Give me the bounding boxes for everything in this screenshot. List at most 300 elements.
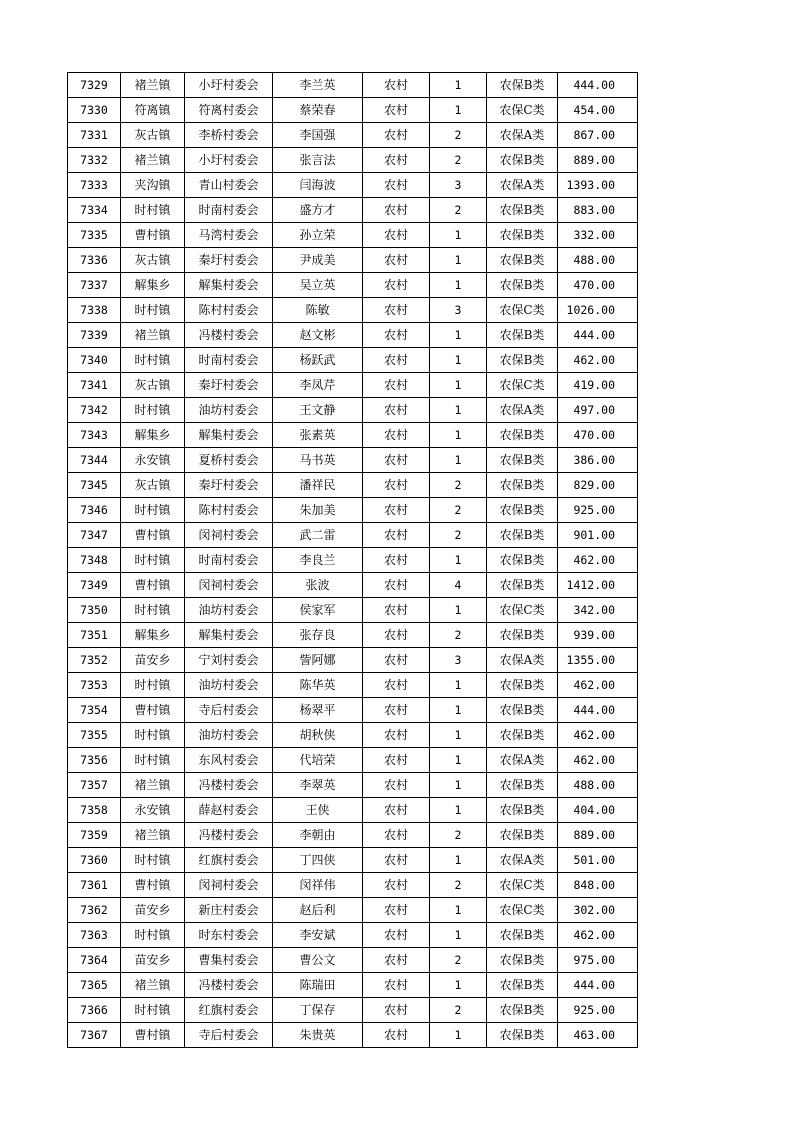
amount-cell: 462.00 <box>558 748 638 773</box>
village-committee-cell: 油坊村委会 <box>185 723 273 748</box>
amount-cell: 332.00 <box>558 223 638 248</box>
amount-cell: 925.00 <box>558 998 638 1023</box>
village-committee-cell: 时南村委会 <box>185 198 273 223</box>
member-count-cell: 2 <box>430 198 487 223</box>
village-committee-cell: 马湾村委会 <box>185 223 273 248</box>
member-count-cell: 1 <box>430 273 487 298</box>
name-cell: 李翠英 <box>273 773 363 798</box>
amount-cell: 462.00 <box>558 673 638 698</box>
table-row <box>68 673 638 698</box>
benefit-class-cell: 农保B类 <box>487 923 558 948</box>
table-row <box>68 1023 638 1048</box>
name-cell: 侯家军 <box>273 598 363 623</box>
table-row <box>68 823 638 848</box>
table-row <box>68 298 638 323</box>
serial-number-cell: 7361 <box>68 873 121 898</box>
amount-cell: 939.00 <box>558 623 638 648</box>
serial-number-cell: 7363 <box>68 923 121 948</box>
benefit-class-cell: 农保A类 <box>487 848 558 873</box>
name-cell: 李兰英 <box>273 73 363 98</box>
village-committee-cell: 时东村委会 <box>185 923 273 948</box>
benefit-class-cell: 农保A类 <box>487 648 558 673</box>
township-cell: 时村镇 <box>121 498 185 523</box>
member-count-cell: 2 <box>430 473 487 498</box>
township-cell: 曹村镇 <box>121 698 185 723</box>
table-row <box>68 973 638 998</box>
amount-cell: 488.00 <box>558 248 638 273</box>
name-cell: 张言法 <box>273 148 363 173</box>
table-row <box>68 473 638 498</box>
benefit-class-cell: 农保A类 <box>487 173 558 198</box>
benefit-class-cell: 农保B类 <box>487 223 558 248</box>
serial-number-cell: 7365 <box>68 973 121 998</box>
household-type-cell: 农村 <box>363 998 430 1023</box>
amount-cell: 454.00 <box>558 98 638 123</box>
serial-number-cell: 7329 <box>68 73 121 98</box>
member-count-cell: 1 <box>430 73 487 98</box>
benefit-class-cell: 农保B类 <box>487 773 558 798</box>
benefit-class-cell: 农保B类 <box>487 798 558 823</box>
table-row <box>68 423 638 448</box>
township-cell: 褚兰镇 <box>121 773 185 798</box>
township-cell: 时村镇 <box>121 198 185 223</box>
household-type-cell: 农村 <box>363 698 430 723</box>
table-row <box>68 198 638 223</box>
name-cell: 张素英 <box>273 423 363 448</box>
table-row <box>68 523 638 548</box>
amount-cell: 1355.00 <box>558 648 638 673</box>
benefit-class-cell: 农保B类 <box>487 523 558 548</box>
amount-cell: 462.00 <box>558 923 638 948</box>
name-cell: 王文静 <box>273 398 363 423</box>
table-row <box>68 923 638 948</box>
amount-cell: 1026.00 <box>558 298 638 323</box>
household-type-cell: 农村 <box>363 973 430 998</box>
name-cell: 李凤芹 <box>273 373 363 398</box>
township-cell: 灰古镇 <box>121 373 185 398</box>
serial-number-cell: 7337 <box>68 273 121 298</box>
household-type-cell: 农村 <box>363 248 430 273</box>
benefit-class-cell: 农保B类 <box>487 573 558 598</box>
member-count-cell: 1 <box>430 423 487 448</box>
township-cell: 褚兰镇 <box>121 973 185 998</box>
member-count-cell: 1 <box>430 348 487 373</box>
household-type-cell: 农村 <box>363 98 430 123</box>
table-row <box>68 123 638 148</box>
serial-number-cell: 7350 <box>68 598 121 623</box>
serial-number-cell: 7360 <box>68 848 121 873</box>
table-row <box>68 173 638 198</box>
village-committee-cell: 秦圩村委会 <box>185 248 273 273</box>
township-cell: 褚兰镇 <box>121 148 185 173</box>
township-cell: 褚兰镇 <box>121 323 185 348</box>
household-type-cell: 农村 <box>363 623 430 648</box>
benefit-class-cell: 农保A类 <box>487 398 558 423</box>
member-count-cell: 4 <box>430 573 487 598</box>
member-count-cell: 3 <box>430 648 487 673</box>
serial-number-cell: 7355 <box>68 723 121 748</box>
member-count-cell: 1 <box>430 373 487 398</box>
amount-cell: 444.00 <box>558 73 638 98</box>
benefit-class-cell: 农保C类 <box>487 873 558 898</box>
name-cell: 杨跃武 <box>273 348 363 373</box>
name-cell: 孙立荣 <box>273 223 363 248</box>
village-committee-cell: 陈村村委会 <box>185 498 273 523</box>
member-count-cell: 1 <box>430 598 487 623</box>
amount-cell: 444.00 <box>558 973 638 998</box>
village-committee-cell: 新庄村委会 <box>185 898 273 923</box>
serial-number-cell: 7354 <box>68 698 121 723</box>
household-type-cell: 农村 <box>363 398 430 423</box>
amount-cell: 470.00 <box>558 273 638 298</box>
amount-cell: 901.00 <box>558 523 638 548</box>
name-cell: 张波 <box>273 573 363 598</box>
serial-number-cell: 7353 <box>68 673 121 698</box>
member-count-cell: 1 <box>430 848 487 873</box>
amount-cell: 444.00 <box>558 323 638 348</box>
serial-number-cell: 7331 <box>68 123 121 148</box>
township-cell: 永安镇 <box>121 448 185 473</box>
member-count-cell: 1 <box>430 398 487 423</box>
household-type-cell: 农村 <box>363 273 430 298</box>
amount-cell: 883.00 <box>558 198 638 223</box>
amount-cell: 342.00 <box>558 598 638 623</box>
household-type-cell: 农村 <box>363 798 430 823</box>
township-cell: 灰古镇 <box>121 248 185 273</box>
amount-cell: 463.00 <box>558 1023 638 1048</box>
household-type-cell: 农村 <box>363 723 430 748</box>
benefit-class-cell: 农保B类 <box>487 198 558 223</box>
benefit-class-cell: 农保B类 <box>487 148 558 173</box>
member-count-cell: 3 <box>430 298 487 323</box>
table-row <box>68 348 638 373</box>
table-row <box>68 998 638 1023</box>
table-row <box>68 448 638 473</box>
village-committee-cell: 秦圩村委会 <box>185 473 273 498</box>
name-cell: 盛方才 <box>273 198 363 223</box>
village-committee-cell: 曹集村委会 <box>185 948 273 973</box>
table-row <box>68 698 638 723</box>
table-row <box>68 848 638 873</box>
serial-number-cell: 7332 <box>68 148 121 173</box>
member-count-cell: 2 <box>430 498 487 523</box>
township-cell: 曹村镇 <box>121 873 185 898</box>
serial-number-cell: 7349 <box>68 573 121 598</box>
serial-number-cell: 7338 <box>68 298 121 323</box>
village-committee-cell: 红旗村委会 <box>185 998 273 1023</box>
benefit-class-cell: 农保B类 <box>487 323 558 348</box>
name-cell: 王侠 <box>273 798 363 823</box>
household-type-cell: 农村 <box>363 148 430 173</box>
village-committee-cell: 薛赵村委会 <box>185 798 273 823</box>
serial-number-cell: 7340 <box>68 348 121 373</box>
township-cell: 时村镇 <box>121 548 185 573</box>
township-cell: 苗安乡 <box>121 898 185 923</box>
household-type-cell: 农村 <box>363 923 430 948</box>
amount-cell: 889.00 <box>558 148 638 173</box>
serial-number-cell: 7364 <box>68 948 121 973</box>
name-cell: 闵祥伟 <box>273 873 363 898</box>
member-count-cell: 1 <box>430 723 487 748</box>
amount-cell: 462.00 <box>558 548 638 573</box>
benefit-class-cell: 农保B类 <box>487 248 558 273</box>
village-committee-cell: 冯楼村委会 <box>185 973 273 998</box>
roster-table-body <box>68 73 638 1048</box>
township-cell: 褚兰镇 <box>121 73 185 98</box>
benefit-class-cell: 农保B类 <box>487 948 558 973</box>
name-cell: 李朝由 <box>273 823 363 848</box>
township-cell: 解集乡 <box>121 273 185 298</box>
amount-cell: 829.00 <box>558 473 638 498</box>
name-cell: 朱加美 <box>273 498 363 523</box>
benefit-class-cell: 农保B类 <box>487 673 558 698</box>
amount-cell: 501.00 <box>558 848 638 873</box>
household-type-cell: 农村 <box>363 223 430 248</box>
name-cell: 闫海波 <box>273 173 363 198</box>
township-cell: 时村镇 <box>121 398 185 423</box>
serial-number-cell: 7339 <box>68 323 121 348</box>
member-count-cell: 1 <box>430 898 487 923</box>
village-committee-cell: 油坊村委会 <box>185 673 273 698</box>
member-count-cell: 2 <box>430 873 487 898</box>
benefit-class-cell: 农保B类 <box>487 698 558 723</box>
township-cell: 时村镇 <box>121 723 185 748</box>
name-cell: 朱贵英 <box>273 1023 363 1048</box>
township-cell: 解集乡 <box>121 423 185 448</box>
household-type-cell: 农村 <box>363 323 430 348</box>
household-type-cell: 农村 <box>363 948 430 973</box>
member-count-cell: 2 <box>430 948 487 973</box>
member-count-cell: 1 <box>430 798 487 823</box>
member-count-cell: 1 <box>430 1023 487 1048</box>
table-row <box>68 723 638 748</box>
table-row <box>68 898 638 923</box>
township-cell: 时村镇 <box>121 923 185 948</box>
serial-number-cell: 7358 <box>68 798 121 823</box>
name-cell: 马书英 <box>273 448 363 473</box>
household-type-cell: 农村 <box>363 298 430 323</box>
amount-cell: 889.00 <box>558 823 638 848</box>
village-committee-cell: 东风村委会 <box>185 748 273 773</box>
benefit-class-cell: 农保B类 <box>487 1023 558 1048</box>
household-type-cell: 农村 <box>363 1023 430 1048</box>
table-row <box>68 323 638 348</box>
household-type-cell: 农村 <box>363 773 430 798</box>
member-count-cell: 1 <box>430 698 487 723</box>
table-row <box>68 98 638 123</box>
member-count-cell: 1 <box>430 548 487 573</box>
amount-cell: 462.00 <box>558 348 638 373</box>
member-count-cell: 1 <box>430 673 487 698</box>
serial-number-cell: 7330 <box>68 98 121 123</box>
name-cell: 蔡荣春 <box>273 98 363 123</box>
household-type-cell: 农村 <box>363 873 430 898</box>
table-row <box>68 573 638 598</box>
village-committee-cell: 冯楼村委会 <box>185 823 273 848</box>
village-committee-cell: 寺后村委会 <box>185 698 273 723</box>
serial-number-cell: 7351 <box>68 623 121 648</box>
name-cell: 尹成美 <box>273 248 363 273</box>
member-count-cell: 1 <box>430 323 487 348</box>
household-type-cell: 农村 <box>363 348 430 373</box>
benefit-class-cell: 农保B类 <box>487 273 558 298</box>
village-committee-cell: 油坊村委会 <box>185 398 273 423</box>
serial-number-cell: 7334 <box>68 198 121 223</box>
member-count-cell: 1 <box>430 748 487 773</box>
amount-cell: 444.00 <box>558 698 638 723</box>
serial-number-cell: 7352 <box>68 648 121 673</box>
serial-number-cell: 7343 <box>68 423 121 448</box>
serial-number-cell: 7356 <box>68 748 121 773</box>
name-cell: 吴立英 <box>273 273 363 298</box>
village-committee-cell: 李桥村委会 <box>185 123 273 148</box>
township-cell: 永安镇 <box>121 798 185 823</box>
household-type-cell: 农村 <box>363 73 430 98</box>
serial-number-cell: 7335 <box>68 223 121 248</box>
member-count-cell: 1 <box>430 98 487 123</box>
village-committee-cell: 解集村委会 <box>185 423 273 448</box>
amount-cell: 488.00 <box>558 773 638 798</box>
table-row <box>68 73 638 98</box>
member-count-cell: 2 <box>430 623 487 648</box>
village-committee-cell: 闵祠村委会 <box>185 523 273 548</box>
member-count-cell: 2 <box>430 998 487 1023</box>
village-committee-cell: 符离村委会 <box>185 98 273 123</box>
village-committee-cell: 闵祠村委会 <box>185 573 273 598</box>
amount-cell: 1412.00 <box>558 573 638 598</box>
amount-cell: 404.00 <box>558 798 638 823</box>
name-cell: 赵后利 <box>273 898 363 923</box>
village-committee-cell: 寺后村委会 <box>185 1023 273 1048</box>
benefit-class-cell: 农保C类 <box>487 598 558 623</box>
household-type-cell: 农村 <box>363 523 430 548</box>
village-committee-cell: 宁刘村委会 <box>185 648 273 673</box>
serial-number-cell: 7367 <box>68 1023 121 1048</box>
roster-table <box>67 72 638 1048</box>
household-type-cell: 农村 <box>363 823 430 848</box>
benefit-class-cell: 农保B类 <box>487 998 558 1023</box>
village-committee-cell: 闵祠村委会 <box>185 873 273 898</box>
name-cell: 张存良 <box>273 623 363 648</box>
village-committee-cell: 秦圩村委会 <box>185 373 273 398</box>
village-committee-cell: 时南村委会 <box>185 548 273 573</box>
serial-number-cell: 7344 <box>68 448 121 473</box>
table-row <box>68 798 638 823</box>
household-type-cell: 农村 <box>363 748 430 773</box>
name-cell: 杨翠平 <box>273 698 363 723</box>
member-count-cell: 2 <box>430 148 487 173</box>
table-row <box>68 648 638 673</box>
township-cell: 灰古镇 <box>121 123 185 148</box>
name-cell: 訾阿娜 <box>273 648 363 673</box>
household-type-cell: 农村 <box>363 898 430 923</box>
member-count-cell: 1 <box>430 248 487 273</box>
township-cell: 时村镇 <box>121 748 185 773</box>
household-type-cell: 农村 <box>363 548 430 573</box>
village-committee-cell: 小圩村委会 <box>185 148 273 173</box>
table-row <box>68 748 638 773</box>
member-count-cell: 1 <box>430 773 487 798</box>
serial-number-cell: 7359 <box>68 823 121 848</box>
township-cell: 时村镇 <box>121 848 185 873</box>
household-type-cell: 农村 <box>363 648 430 673</box>
village-committee-cell: 陈村村委会 <box>185 298 273 323</box>
name-cell: 李安斌 <box>273 923 363 948</box>
table-row <box>68 598 638 623</box>
serial-number-cell: 7341 <box>68 373 121 398</box>
township-cell: 时村镇 <box>121 298 185 323</box>
household-type-cell: 农村 <box>363 673 430 698</box>
member-count-cell: 2 <box>430 123 487 148</box>
serial-number-cell: 7366 <box>68 998 121 1023</box>
village-committee-cell: 冯楼村委会 <box>185 323 273 348</box>
member-count-cell: 3 <box>430 173 487 198</box>
benefit-class-cell: 农保C类 <box>487 898 558 923</box>
amount-cell: 302.00 <box>558 898 638 923</box>
name-cell: 李良兰 <box>273 548 363 573</box>
household-type-cell: 农村 <box>363 573 430 598</box>
amount-cell: 419.00 <box>558 373 638 398</box>
serial-number-cell: 7342 <box>68 398 121 423</box>
household-type-cell: 农村 <box>363 598 430 623</box>
amount-cell: 1393.00 <box>558 173 638 198</box>
township-cell: 曹村镇 <box>121 573 185 598</box>
benefit-class-cell: 农保B类 <box>487 423 558 448</box>
amount-cell: 470.00 <box>558 423 638 448</box>
amount-cell: 975.00 <box>558 948 638 973</box>
benefit-class-cell: 农保B类 <box>487 823 558 848</box>
table-row <box>68 373 638 398</box>
benefit-class-cell: 农保A类 <box>487 748 558 773</box>
name-cell: 陈瑞田 <box>273 973 363 998</box>
village-committee-cell: 时南村委会 <box>185 348 273 373</box>
serial-number-cell: 7357 <box>68 773 121 798</box>
serial-number-cell: 7336 <box>68 248 121 273</box>
household-type-cell: 农村 <box>363 173 430 198</box>
village-committee-cell: 冯楼村委会 <box>185 773 273 798</box>
benefit-class-cell: 农保C类 <box>487 98 558 123</box>
benefit-class-cell: 农保B类 <box>487 73 558 98</box>
name-cell: 陈敏 <box>273 298 363 323</box>
village-committee-cell: 解集村委会 <box>185 273 273 298</box>
serial-number-cell: 7333 <box>68 173 121 198</box>
township-cell: 曹村镇 <box>121 223 185 248</box>
serial-number-cell: 7362 <box>68 898 121 923</box>
amount-cell: 386.00 <box>558 448 638 473</box>
name-cell: 李国强 <box>273 123 363 148</box>
township-cell: 苗安乡 <box>121 948 185 973</box>
name-cell: 赵文彬 <box>273 323 363 348</box>
benefit-class-cell: 农保A类 <box>487 123 558 148</box>
township-cell: 褚兰镇 <box>121 823 185 848</box>
household-type-cell: 农村 <box>363 373 430 398</box>
township-cell: 时村镇 <box>121 998 185 1023</box>
name-cell: 武二雷 <box>273 523 363 548</box>
village-committee-cell: 油坊村委会 <box>185 598 273 623</box>
table-row <box>68 498 638 523</box>
township-cell: 时村镇 <box>121 348 185 373</box>
name-cell: 曹公文 <box>273 948 363 973</box>
serial-number-cell: 7347 <box>68 523 121 548</box>
village-committee-cell: 小圩村委会 <box>185 73 273 98</box>
township-cell: 曹村镇 <box>121 523 185 548</box>
township-cell: 符离镇 <box>121 98 185 123</box>
township-cell: 灰古镇 <box>121 473 185 498</box>
benefit-class-cell: 农保B类 <box>487 348 558 373</box>
township-cell: 曹村镇 <box>121 1023 185 1048</box>
member-count-cell: 1 <box>430 223 487 248</box>
table-row <box>68 398 638 423</box>
